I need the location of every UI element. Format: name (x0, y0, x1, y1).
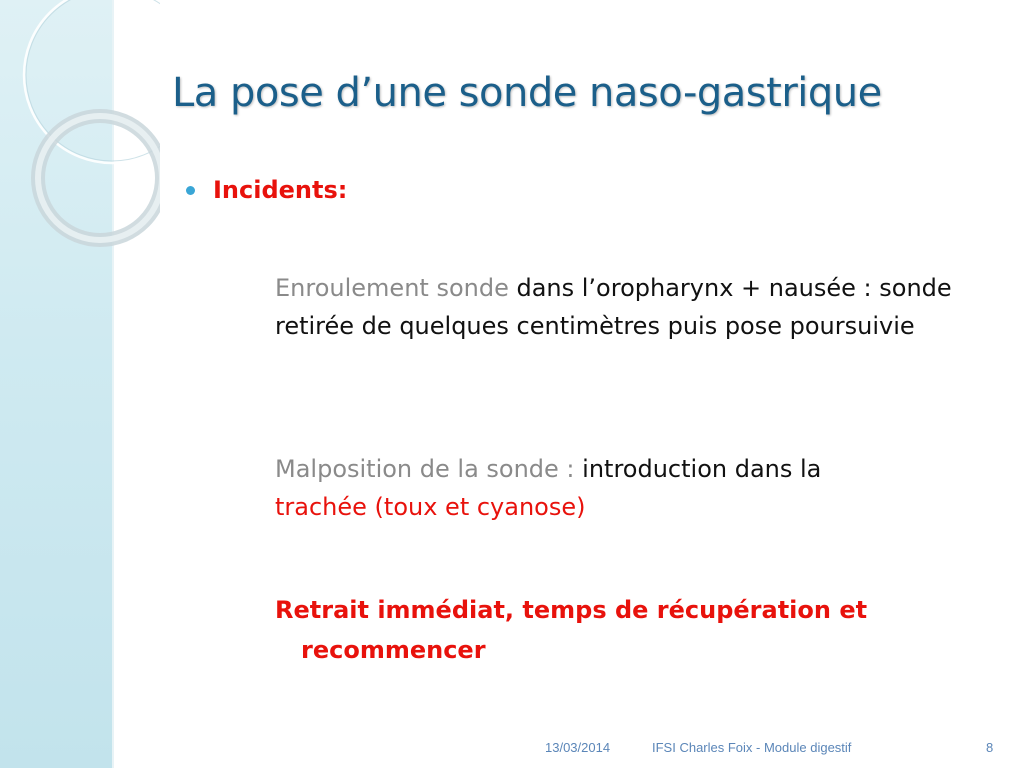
item2-black-text: introduction dans la (582, 455, 822, 483)
item2-red-text: trachée (toux et cyanose) (275, 493, 586, 521)
footer-text: IFSI Charles Foix - Module digestif (652, 740, 852, 755)
incident-item-2 (275, 450, 915, 526)
item3-line1: Retrait immédiat, temps de récupération et (275, 596, 868, 624)
item1-rest-text: dans l’oropharynx + nausée : sonde retirée de quelques centimètres puis pose poursuivie (275, 274, 952, 340)
bullet-incidents (186, 176, 347, 204)
footer-page-number: 8 (986, 740, 994, 755)
bullet-dot-icon (186, 186, 195, 195)
item2-grey-text: Malposition de la sonde : (275, 455, 583, 483)
item1-grey-text: Enroulement sonde (275, 274, 509, 302)
item3-line2: recommencer (301, 636, 486, 664)
decorative-rings (0, 0, 160, 260)
bullet-label: Incidents: (213, 176, 348, 204)
footer-date: 13/03/2014 (545, 740, 611, 755)
slide-title: La pose d’une sonde naso-gastrique (172, 70, 882, 116)
incident-item-3 (275, 590, 995, 670)
incident-item-1 (275, 269, 965, 345)
